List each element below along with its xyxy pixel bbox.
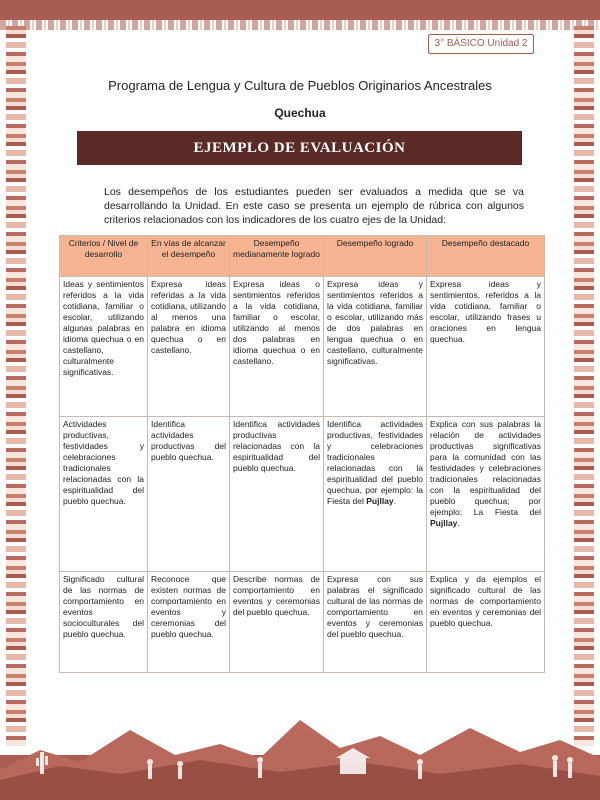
grade-unit-badge: 3° BÁSICO Unidad 2 bbox=[428, 34, 534, 54]
header-level-3: Desempeño logrado bbox=[324, 236, 427, 277]
page-subtitle: Quechua bbox=[274, 106, 326, 120]
cell-text: . bbox=[457, 518, 460, 528]
header-criteria: Criterios / Nivel de desarrollo bbox=[60, 236, 148, 277]
table-cell: Ideas y sentimientos referidos a la vida cotidiana, familiar o escolar, utilizando algunas palabras en idioma quechua o en castellano, culturalmente significativas. bbox=[60, 277, 148, 417]
table-cell: Expresa ideas y sentimientos referidos a la vida cotidiana, familiar o escolar, utilizando más de dos palabras en lengua quechua o en castellano, culturalmente significativas. bbox=[324, 277, 427, 417]
table-cell bbox=[324, 417, 427, 572]
table-cell: Describe normas de comportamiento en eventos y ceremonias del pueblo quechua. bbox=[230, 572, 324, 673]
header-level-4: Desempeño destacado bbox=[427, 236, 545, 277]
top-pattern bbox=[0, 20, 600, 30]
table-cell: Reconoce que existen normas de comportamiento en eventos y ceremonias del pueblo quechua. bbox=[148, 572, 230, 673]
page-title: Programa de Lengua y Cultura de Pueblos Originarios Ancestrales bbox=[108, 78, 492, 93]
rubric-table bbox=[59, 235, 545, 673]
intro-paragraph: Los desempeños de los estudiantes pueden ser evaluados a medida que se va desarrollando la Unidad. En este caso se presenta un ejemplo de rúbrica con algunos criterios relacionados con los indicadores de los cuatro ejes de la Unidad: bbox=[104, 186, 524, 226]
table-cell: Identifica actividades productivas relacionadas con la espiritualidad del pueblo quechua. bbox=[230, 417, 324, 572]
left-pattern-border bbox=[6, 26, 26, 746]
table-cell bbox=[427, 417, 545, 572]
table-cell: Identifica actividades productivas del pueblo quechua. bbox=[148, 417, 230, 572]
table-cell: Expresa ideas y sentimientos, referidos a la vida cotidiana, familiar o escolar, utilizando frases u oraciones en lengua quechua. bbox=[427, 277, 545, 417]
table-cell: Explica y da ejemplos el significado cultural de las normas de comportamiento en eventos y ceremonias del pueblo quechua. bbox=[427, 572, 545, 673]
table-row bbox=[60, 277, 545, 417]
cell-bold-term: Pujllay bbox=[366, 496, 394, 506]
top-decorative-bar bbox=[0, 0, 600, 20]
table-header-row bbox=[60, 236, 545, 277]
table-cell: Expresa ideas referidas a la vida cotidiana, utilizando al menos una palabra en idioma quechua o en castellano. bbox=[148, 277, 230, 417]
cell-text: Explica con sus palabras la relación de actividades productivas significativas para la comunidad con las festividades y celebraciones tradicionales relacionadas con la espiritualidad del pueblo quechua; por ejemplo: La Fiesta del bbox=[430, 419, 541, 517]
header-level-2: Desempeño medianamente logrado bbox=[230, 236, 324, 277]
header-level-1: En vías de alcanzar el desempeño bbox=[148, 236, 230, 277]
table-cell: Expresa con sus palabras el significado cultural de las normas de comportamiento en eventos y ceremonias del pueblo quechua. bbox=[324, 572, 427, 673]
table-cell: Expresa ideas o sentimientos referidos a la vida cotidiana, familiar o escolar, utilizando al menos dos palabras en idioma quechua o en castellano. bbox=[230, 277, 324, 417]
cell-text: Identifica actividades productivas, festividades y celebraciones tradicionales relacionadas con la espiritualidad del pueblo quechua, por ejemplo: la Fiesta del bbox=[327, 419, 423, 506]
table-cell: Actividades productivas, festividades y celebraciones tradicionales relacionadas con la espiritualidad del pueblo quechua. bbox=[60, 417, 148, 572]
table-cell: Significado cultural de las normas de comportamiento en eventos socioculturales del pueblo quechua. bbox=[60, 572, 148, 673]
section-banner: EJEMPLO DE EVALUACIÓN bbox=[77, 131, 522, 165]
table-row bbox=[60, 417, 545, 572]
table-row bbox=[60, 572, 545, 673]
cell-bold-term: Pujllay bbox=[430, 518, 458, 528]
cell-text: . bbox=[393, 496, 397, 506]
andean-landscape-illustration bbox=[0, 700, 600, 800]
right-pattern-border bbox=[574, 26, 594, 746]
